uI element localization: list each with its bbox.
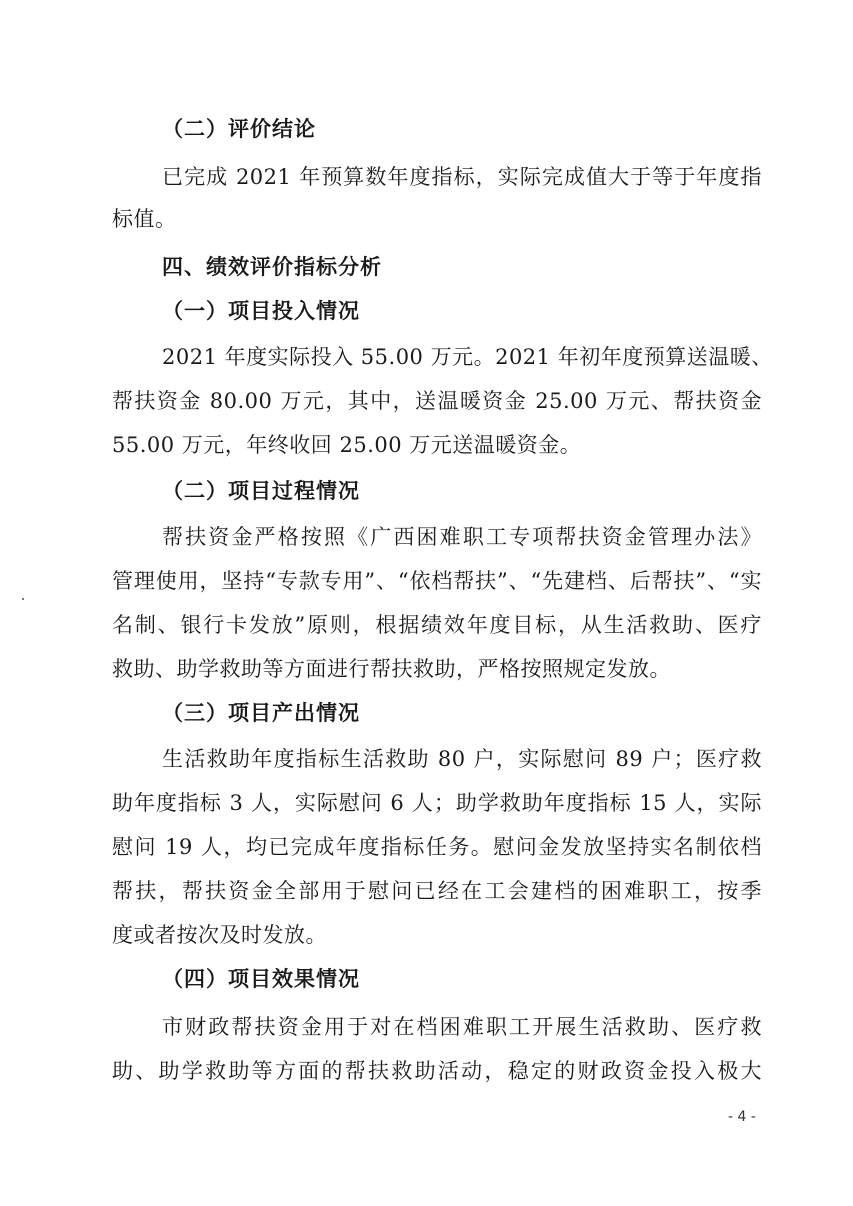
paragraph-line: 助、助学救助等方面的帮扶救助活动，稳定的财政资金投入极大 xyxy=(112,1059,762,1083)
margin-speck xyxy=(22,598,24,600)
paragraph-line: 帮扶资金 80.00 万元，其中，送温暖资金 25.00 万元、帮扶资金 xyxy=(112,389,762,413)
paragraph-line: 2021 年度实际投入 55.00 万元。2021 年初年度预算送温暖、 xyxy=(162,345,773,369)
paragraph-line: 度或者按次及时发放。 xyxy=(112,923,327,947)
paragraph-line: 市财政帮扶资金用于对在档困难职工开展生活救助、医疗救 xyxy=(162,1015,762,1039)
heading-part-four: 四、绩效评价指标分析 xyxy=(162,255,382,279)
heading-project-input: （一）项目投入情况 xyxy=(162,299,360,323)
heading-project-process: （二）项目过程情况 xyxy=(162,479,360,503)
paragraph-line: 管理使用，坚持“专款专用”、“依档帮扶”、“先建档、后帮扶”、“实 xyxy=(112,569,762,593)
heading-project-effect: （四）项目效果情况 xyxy=(162,967,360,991)
paragraph-line: 救助、助学救助等方面进行帮扶救助，严格按照规定发放。 xyxy=(112,657,671,681)
paragraph-line: 慰问 19 人，均已完成年度指标任务。慰问金发放坚持实名制依档 xyxy=(112,835,762,859)
paragraph-line: 帮扶资金严格按照《广西困难职工专项帮扶资金管理办法》 xyxy=(162,525,762,549)
paragraph-line: 帮扶，帮扶资金全部用于慰问已经在工会建档的困难职工，按季 xyxy=(112,879,762,903)
paragraph-line: 标值。 xyxy=(112,207,177,231)
heading-project-output: （三）项目产出情况 xyxy=(162,701,360,725)
paragraph-line: 生活救助年度指标生活救助 80 户，实际慰问 89 户；医疗救 xyxy=(162,747,762,771)
paragraph-line: 55.00 万元，年终收回 25.00 万元送温暖资金。 xyxy=(112,433,582,457)
paragraph-line: 助年度指标 3 人，实际慰问 6 人；助学救助年度指标 15 人，实际 xyxy=(112,791,762,815)
heading-evaluation-conclusion: （二）评价结论 xyxy=(162,117,316,141)
page-number: - 4 - xyxy=(728,1109,756,1125)
paragraph-line: 名制、银行卡发放”原则，根据绩效年度目标，从生活救助、医疗 xyxy=(112,613,762,637)
paragraph-line: 已完成 2021 年预算数年度指标，实际完成值大于等于年度指 xyxy=(162,165,762,189)
